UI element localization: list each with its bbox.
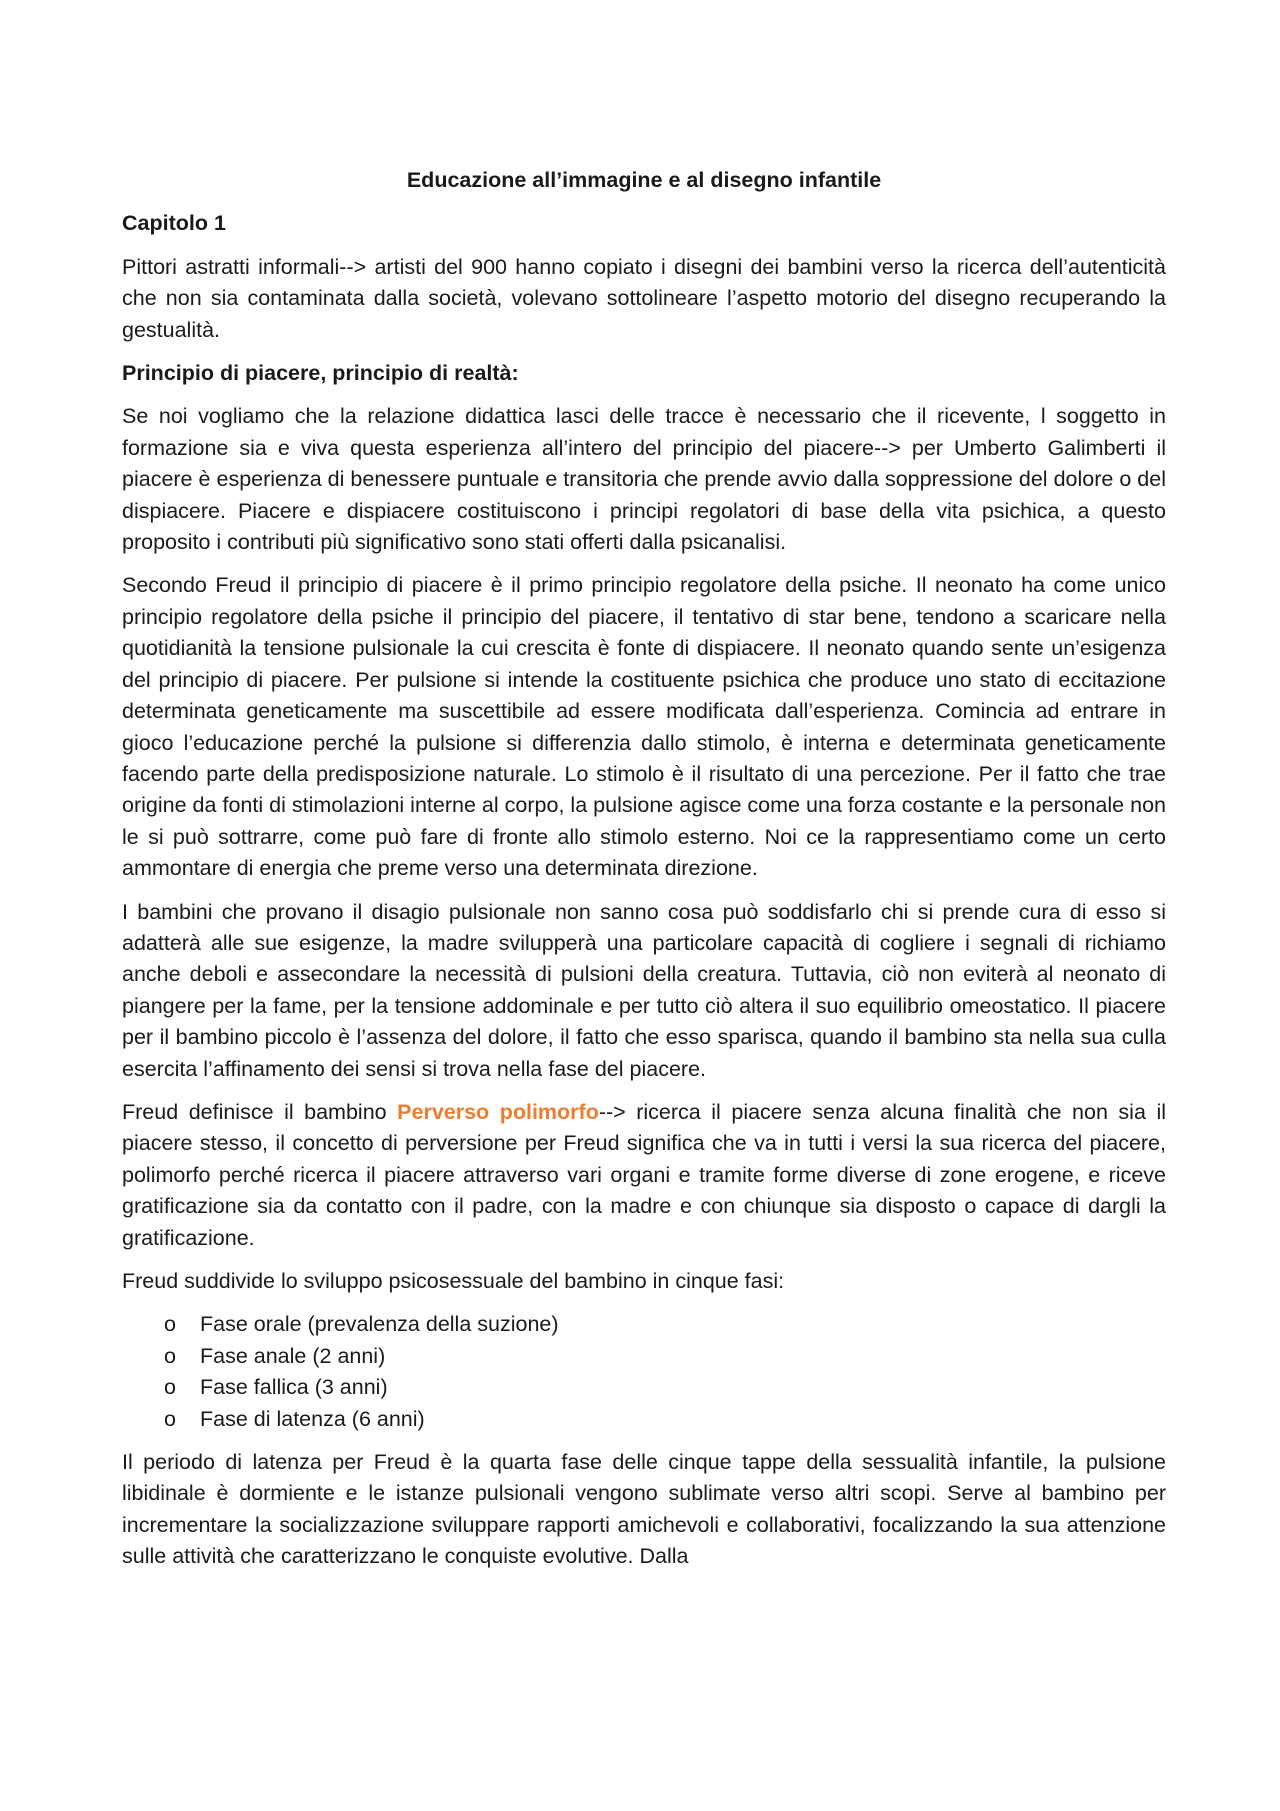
- phase-label: Fase anale (2 anni): [200, 1343, 386, 1368]
- paragraph-5-intro: Freud definisce il bambino: [122, 1099, 398, 1124]
- paragraph-2: Se noi vogliamo che la relazione didattica lasci delle tracce è necessario che il ricevente, l soggetto in formazione sia e viva questa esperienza all’intero del principio del piacere--> per Umberto Galimberti il piacere è esperienza di benessere puntuale e transitoria che prende avvio dalla soppressione del dolore o del dispiacere. Piacere e dispiacere costituiscono i principi regolatori di base della vita psichica, a questo proposito i contributi più significativo sono stati offerti dalla psicanalisi.: [122, 404, 1166, 555]
- phase-label: Fase fallica (3 anni): [200, 1375, 388, 1400]
- document-page: [122, 165, 1166, 1573]
- phase-list: [122, 1309, 1166, 1435]
- paragraph-3: Secondo Freud il principio di piacere è il primo principio regolatore della psiche. Il neonato ha come unico principio regolatore della psiche il principio del piacere, il tentativo di star bene, tendono a scaricare nella quotidianità la tensione pulsionale la cui crescita è fonte di dispiacere. Il neonato quando sente un’esigenza del principio di piacere. Per pulsione si intende la costituente psichica che produce uno stato di eccitazione determinata geneticamente ma suscettibile ad essere modificata dall’esperienza. Comincia ad entrare in gioco l’educazione perché la pulsione si differenzia dallo stimolo, è interna e determinata geneticamente facendo parte della predisposizione naturale. Lo stimolo è il risultato di una percezione. Per il fatto che trae origine da fonti di stimolazioni interne al corpo, la pulsione agisce come una forza costante e la personale non le si può sottrarre, come può fare di fronte allo stimolo esterno. Noi ce la rappresentiamo come un certo ammontare di energia che preme verso una determinata direzione.: [122, 573, 1166, 881]
- phase-item: [164, 1341, 1166, 1372]
- document-title: Educazione all’immagine e al disegno infantile: [406, 168, 882, 192]
- bullet-icon: o: [164, 1312, 176, 1337]
- bullet-icon: o: [164, 1375, 176, 1400]
- phase-item: [164, 1309, 1166, 1340]
- phase-label: Fase di latenza (6 anni): [200, 1406, 425, 1431]
- phase-item: [164, 1372, 1166, 1403]
- paragraph-6: Freud suddivide lo sviluppo psicosessuale del bambino in cinque fasi:: [122, 1269, 785, 1293]
- bullet-icon: o: [164, 1406, 176, 1431]
- paragraph-5: [122, 1097, 1166, 1254]
- phase-label: Fase orale (prevalenza della suzione): [200, 1312, 559, 1337]
- paragraph-5-body: --> ricerca il piacere senza alcuna finalità che non sia il piacere stesso, il concetto di perversione per Freud significa che va in tutti i versi la sua ricerca del piacere, polimorfo perché ricerca il piacere attraverso vari organi e tramite forme diverse di zone erogene, e riceve gratificazione sia da contatto con il padre, con la madre e con chiunque sia disposto o capace di dargli la gratificazione.: [122, 1099, 1166, 1250]
- paragraph-7: Il periodo di latenza per Freud è la quarta fase delle cinque tappe della sessualità infantile, la pulsione libidinale è dormiente e le istanze pulsionali vengono sublimate verso altri scopi. Serve al bambino per incrementare la socializzazione sviluppare rapporti amichevoli e collaborativi, focalizzando la sua attenzione sulle attività che caratterizzano le conquiste evolutive. Dalla: [122, 1450, 1166, 1569]
- highlighted-term: Perverso polimorfo: [397, 1099, 599, 1124]
- phase-item: [164, 1404, 1166, 1435]
- bullet-icon: o: [164, 1343, 176, 1368]
- paragraph-4: I bambini che provano il disagio pulsionale non sanno cosa può soddisfarlo chi si prende cura di esso si adatterà alle sue esigenze, la madre svilupperà una particolare capacità di cogliere i segnali di richiamo anche deboli e assecondare la necessità di pulsioni della creatura. Tuttavia, ciò non eviterà al neonato di piangere per la fame, per la tensione addominale e per tutto ciò altera il suo equilibrio omeostatico. Il piacere per il bambino piccolo è l’assenza del dolore, il fatto che esso sparisca, quando il bambino sta nella sua culla esercita l’affinamento dei sensi si trova nella fase del piacere.: [122, 899, 1166, 1081]
- section-heading: Principio di piacere, principio di realtà:: [122, 361, 519, 386]
- chapter-heading: Capitolo 1: [122, 211, 226, 236]
- paragraph-1: Pittori astratti informali--> artisti del 900 hanno copiato i disegni dei bambini verso la ricerca dell’autenticità che non sia contaminata dalla società, volevano sottolineare l’aspetto motorio del disegno recuperando la gestualità.: [122, 254, 1166, 342]
